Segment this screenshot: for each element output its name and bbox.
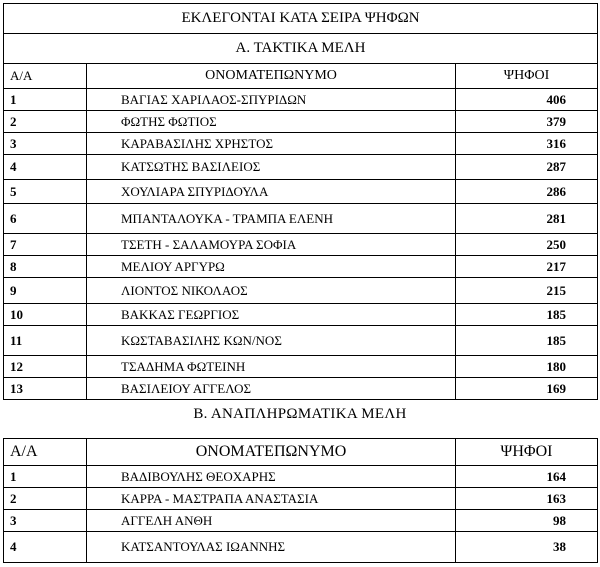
row-votes: 250 <box>456 234 598 256</box>
row-aa: 4 <box>4 532 87 563</box>
row-name: ΦΩΤΗΣ ΦΩΤΙΟΣ <box>87 111 456 133</box>
row-aa: 2 <box>4 111 87 133</box>
row-aa: 9 <box>4 278 87 304</box>
row-aa: 12 <box>4 356 87 378</box>
row-name: ΚΑΤΣΩΤΗΣ ΒΑΣΙΛΕΙΟΣ <box>87 155 456 180</box>
row-votes: 185 <box>456 326 598 356</box>
row-votes: 38 <box>456 532 598 563</box>
row-votes: 287 <box>456 155 598 180</box>
table-row <box>4 111 598 133</box>
table-row <box>4 466 598 488</box>
document-title: ΕΚΛΕΓΟΝΤΑΙ ΚΑΤΑ ΣΕΙΡΑ ΨΗΦΩΝ <box>4 4 598 34</box>
row-name: ΒΑΓΙΑΣ ΧΑΡΙΛΑΟΣ-ΣΠΥΡΙΔΩΝ <box>87 89 456 111</box>
header-votes: ΨΗΦΟΙ <box>456 439 598 466</box>
row-aa: 1 <box>4 466 87 488</box>
row-name: ΒΑΣΙΛΕΙΟΥ ΑΓΓΕΛΟΣ <box>87 378 456 400</box>
row-aa: 13 <box>4 378 87 400</box>
header-aa: Α/Α <box>4 64 87 89</box>
row-name: ΒΑΚΚΑΣ ΓΕΩΡΓΙΟΣ <box>87 304 456 326</box>
regular-members-table <box>3 3 598 400</box>
row-votes: 169 <box>456 378 598 400</box>
row-votes: 164 <box>456 466 598 488</box>
row-votes: 217 <box>456 256 598 278</box>
table-row <box>4 89 598 111</box>
header-name: ΟΝΟΜΑΤΕΠΩΝΥΜΟ <box>87 439 456 466</box>
section-a-title-row <box>4 34 598 64</box>
header-row <box>4 64 598 89</box>
table-row <box>4 204 598 234</box>
row-votes: 98 <box>456 510 598 532</box>
row-aa: 11 <box>4 326 87 356</box>
table-row <box>4 256 598 278</box>
row-aa: 1 <box>4 89 87 111</box>
row-name: ΚΑΤΣΑΝΤΟΥΛΑΣ ΙΩΑΝΝΗΣ <box>87 532 456 563</box>
row-votes: 281 <box>456 204 598 234</box>
table-row <box>4 356 598 378</box>
row-aa: 3 <box>4 133 87 155</box>
table-row <box>4 510 598 532</box>
section-a-title: Α. ΤΑΚΤΙΚΑ ΜΕΛΗ <box>4 34 598 64</box>
row-name: ΒΑΔΙΒΟΥΛΗΣ ΘΕΟΧΑΡΗΣ <box>87 466 456 488</box>
row-votes: 180 <box>456 356 598 378</box>
section-b-title: Β. ΑΝΑΠΛΗΡΩΜΑΤΙΚΑ ΜΕΛΗ <box>193 406 407 422</box>
table-row <box>4 234 598 256</box>
row-name: ΑΓΓΕΛΗ ΑΝΘΗ <box>87 510 456 532</box>
row-aa: 5 <box>4 180 87 204</box>
document-title-row <box>4 4 598 34</box>
row-votes: 379 <box>456 111 598 133</box>
table-row <box>4 378 598 400</box>
header-votes: ΨΗΦΟΙ <box>456 64 598 89</box>
table-row <box>4 488 598 510</box>
row-name: ΜΠΑΝΤΑΛΟΥΚΑ - ΤΡΑΜΠΑ ΕΛΕΝΗ <box>87 204 456 234</box>
row-name: ΤΣΑΔΗΜΑ ΦΩΤΕΙΝΗ <box>87 356 456 378</box>
row-votes: 215 <box>456 278 598 304</box>
header-row <box>4 439 598 466</box>
row-name: ΚΑΡΑΒΑΣΙΛΗΣ ΧΡΗΣΤΟΣ <box>87 133 456 155</box>
row-votes: 163 <box>456 488 598 510</box>
row-aa: 3 <box>4 510 87 532</box>
row-name: ΧΟΥΛΙΑΡΑ ΣΠΥΡΙΔΟΥΛΑ <box>87 180 456 204</box>
table-row <box>4 532 598 563</box>
row-aa: 4 <box>4 155 87 180</box>
row-votes: 316 <box>456 133 598 155</box>
table-row <box>4 326 598 356</box>
row-aa: 6 <box>4 204 87 234</box>
substitute-members-table <box>3 438 598 563</box>
table-row <box>4 155 598 180</box>
row-name: ΚΑΡΡΑ - ΜΑΣΤΡΑΠΑ ΑΝΑΣΤΑΣΙΑ <box>87 488 456 510</box>
header-name: ΟΝΟΜΑΤΕΠΩΝΥΜΟ <box>87 64 456 89</box>
row-votes: 406 <box>456 89 598 111</box>
table-row <box>4 133 598 155</box>
row-name: ΛΙΟΝΤΟΣ ΝΙΚΟΛΑΟΣ <box>87 278 456 304</box>
row-votes: 286 <box>456 180 598 204</box>
row-votes: 185 <box>456 304 598 326</box>
header-aa: Α/Α <box>4 439 87 466</box>
row-aa: 7 <box>4 234 87 256</box>
table-row <box>4 180 598 204</box>
row-name: ΤΣΕΤΗ - ΣΑΛΑΜΟΥΡΑ ΣΟΦΙΑ <box>87 234 456 256</box>
table-row <box>4 304 598 326</box>
row-name: ΜΕΛΙΟΥ ΑΡΓΥΡΩ <box>87 256 456 278</box>
row-aa: 8 <box>4 256 87 278</box>
table-row <box>4 278 598 304</box>
row-name: ΚΩΣΤΑΒΑΣΙΛΗΣ ΚΩΝ/ΝΟΣ <box>87 326 456 356</box>
row-aa: 10 <box>4 304 87 326</box>
row-aa: 2 <box>4 488 87 510</box>
